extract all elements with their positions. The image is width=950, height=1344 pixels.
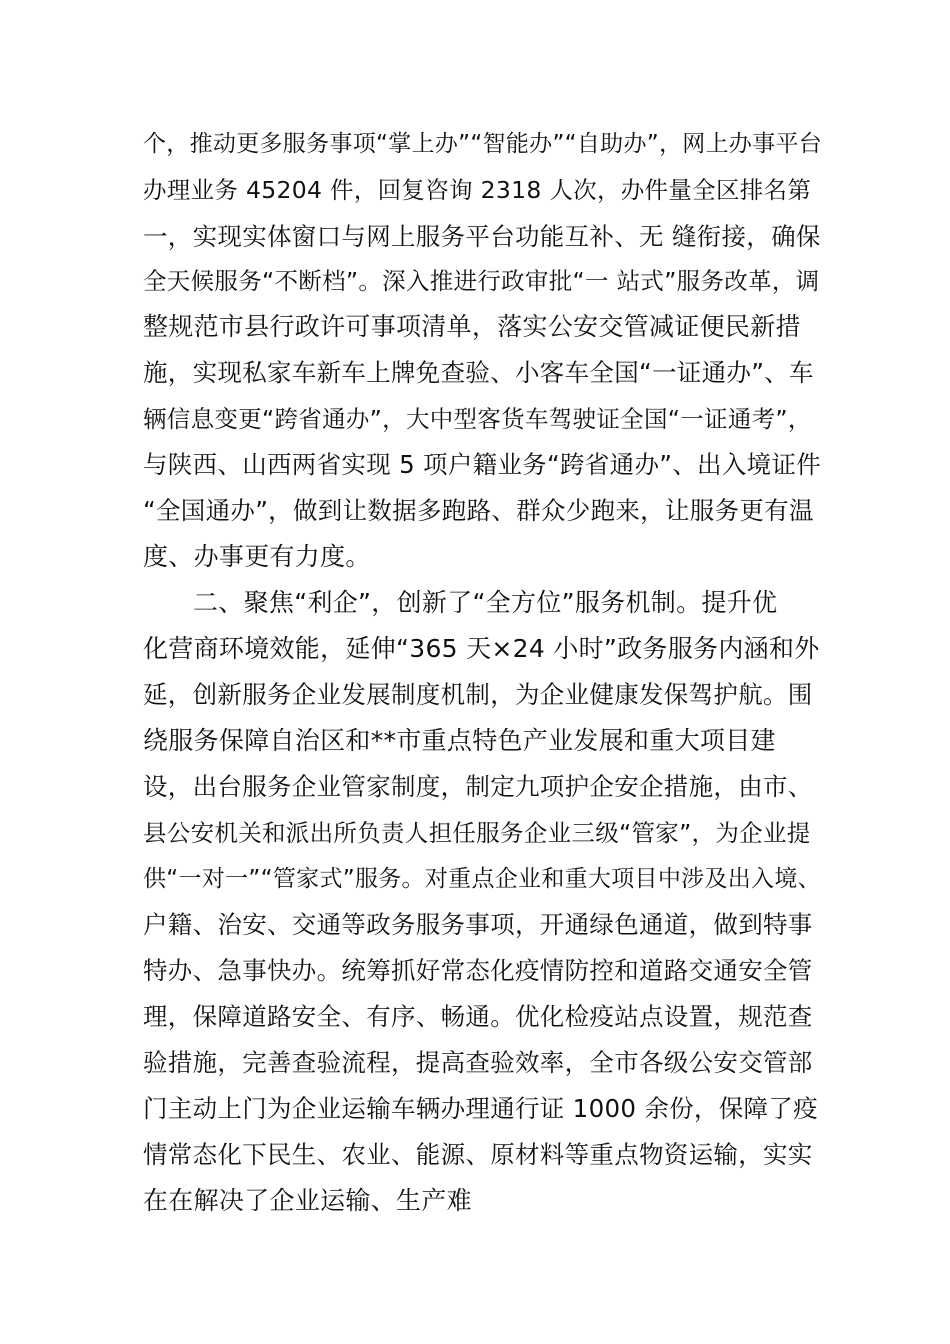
text-line-9: “全国通办”，做到让数据多跑路、群众少跑来，让服务更有温 (143, 496, 814, 525)
text-line-16: 县公安机关和派出所负责人担任服务企业三级“管家”，为企业提 (143, 819, 811, 847)
text-line-1: 个，推动更多服务事项“掌上办”“智能办”“自助办”，网上办事平台 (143, 131, 823, 157)
text-line-20: 理，保障道路安全、有序、畅通。优化检疫站点设置，规范查 (143, 1002, 813, 1031)
text-line-22: 门主动上门为企业运输车辆办理通行证 1000 余份，保障了疫 (143, 1094, 818, 1123)
text-line-5: 整规范市县行政许可事项清单，落实公安交管减证便民新措 (143, 312, 801, 341)
text-line-12: 化营商环境效能，延伸“365 天×24 小时”政务服务内涵和外 (143, 634, 820, 663)
text-line-13: 延，创新服务企业发展制度机制，为企业健康发保驾护航。围 (143, 680, 813, 709)
text-line-4: 全天候服务“不断档”。深入推进行政审批“一 站式”服务改革，调 (143, 267, 820, 295)
text-line-24: 在在解决了企业运输、生产难 (143, 1186, 472, 1215)
text-line-21: 验措施，完善查验流程，提高查验效率，全市各级公安交管部 (143, 1048, 813, 1077)
text-line-19: 特办、急事快办。统筹抓好常态化疫情防控和道路交通安全管 (143, 956, 813, 985)
text-line-18: 户籍、治安、交通等政务服务事项，开通绿色通道，做到特事 (143, 910, 813, 939)
text-line-10: 度、办事更有力度。 (143, 542, 371, 571)
text-line-17: 供“一对一”“管家式”服务。对重点企业和重大项目中涉及出入境、 (143, 866, 821, 892)
section-heading: 二、聚焦“利企”，创新了“全方位”服务机制。提升优 (193, 588, 778, 617)
text-line-15: 设，出台服务企业管家制度，制定九项护企安企措施，由市、 (143, 772, 813, 801)
text-line-2: 办理业务 45204 件，回复咨询 2318 人次，办件量全区排名第 (143, 176, 812, 204)
text-line-8: 与陕西、山西两省实现 5 项户籍业务“跨省通办”、出入境证件 (143, 450, 822, 479)
text-line-7: 辆信息变更“跨省通办”，大中型客货车驾驶证全国“一证通考”， (143, 405, 812, 433)
text-line-23: 情常态化下民生、农业、能源、原材料等重点物资运输，实实 (143, 1140, 813, 1169)
text-line-14: 绕服务保障自治区和**市重点特色产业发展和重大项目建 (143, 726, 776, 755)
text-line-3: 一，实现实体窗口与网上服务平台功能互补、无 缝衔接，确保 (143, 222, 821, 251)
text-line-6: 施，实现私家车新车上牌免查验、小客车全国“一证通办”、车 (143, 358, 814, 387)
